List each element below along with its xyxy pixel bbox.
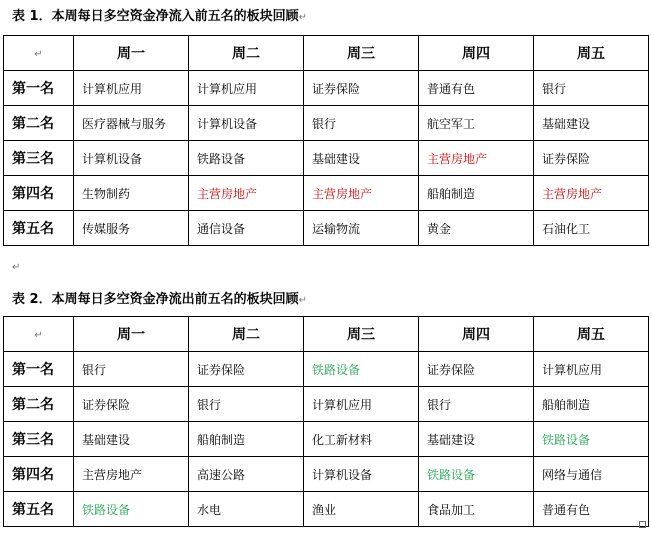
sector-cell: 计算机设备 xyxy=(304,457,419,492)
sector-cell: 医疗器械与服务 xyxy=(74,106,189,141)
corner-cell: ↵ xyxy=(4,36,74,71)
sector-cell: 银行 xyxy=(74,352,189,387)
sector-cell: 基础建设 xyxy=(534,106,649,141)
sector-cell: 普通有色 xyxy=(534,492,649,527)
sector-cell: 船舶制造 xyxy=(419,176,534,211)
highlighted-sector-cell: 主营房地产 xyxy=(189,176,304,211)
sector-cell: 化工新材料 xyxy=(304,422,419,457)
corner-cell: ↵ xyxy=(4,317,74,352)
sector-cell: 食品加工 xyxy=(419,492,534,527)
table-resize-handle-icon[interactable] xyxy=(639,521,646,528)
sector-cell: 基础建设 xyxy=(304,141,419,176)
day-header: 周五 xyxy=(534,36,649,71)
table-row xyxy=(4,422,649,457)
rank-label: 第四名 xyxy=(4,176,74,211)
sector-cell: 银行 xyxy=(304,106,419,141)
sector-cell: 船舶制造 xyxy=(534,387,649,422)
table1-caption: 表 1．本周每日多空资金净流入前五名的板块回顾↵ xyxy=(12,9,307,24)
sector-cell: 计算机应用 xyxy=(189,71,304,106)
highlighted-sector-cell: 主营房地产 xyxy=(304,176,419,211)
day-header: 周五 xyxy=(534,317,649,352)
sector-cell: 证券保险 xyxy=(534,141,649,176)
sector-cell: 航空军工 xyxy=(419,106,534,141)
sector-cell: 计算机应用 xyxy=(534,352,649,387)
inflow-table xyxy=(3,35,649,246)
sector-cell: 传媒服务 xyxy=(74,211,189,246)
sector-cell: 铁路设备 xyxy=(189,141,304,176)
sector-cell: 黄金 xyxy=(419,211,534,246)
day-header: 周二 xyxy=(189,36,304,71)
table2-caption: 表 2．本周每日多空资金净流出前五名的板块回顾↵ xyxy=(12,292,307,307)
sector-cell: 网络与通信 xyxy=(534,457,649,492)
sector-cell: 基础建设 xyxy=(74,422,189,457)
table-row xyxy=(4,352,649,387)
sector-cell: 基础建设 xyxy=(419,422,534,457)
outflow-table xyxy=(3,316,649,527)
paragraph-mark-icon: ↵ xyxy=(298,295,307,306)
sector-cell: 船舶制造 xyxy=(189,422,304,457)
day-header: 周三 xyxy=(304,317,419,352)
table-row xyxy=(4,106,649,141)
table-row xyxy=(4,211,649,246)
paragraph-mark-icon: ↵ xyxy=(12,262,21,273)
sector-cell: 计算机应用 xyxy=(304,387,419,422)
rank-label: 第二名 xyxy=(4,106,74,141)
sector-cell: 高速公路 xyxy=(189,457,304,492)
sector-cell: 生物制药 xyxy=(74,176,189,211)
rank-label: 第三名 xyxy=(4,422,74,457)
table-row xyxy=(4,141,649,176)
table-row xyxy=(4,71,649,106)
table-row xyxy=(4,387,649,422)
rank-label: 第五名 xyxy=(4,492,74,527)
sector-cell: 石油化工 xyxy=(534,211,649,246)
day-header: 周三 xyxy=(304,36,419,71)
day-header: 周四 xyxy=(419,36,534,71)
highlighted-sector-cell: 铁路设备 xyxy=(419,457,534,492)
rank-label: 第三名 xyxy=(4,141,74,176)
sector-cell: 主营房地产 xyxy=(74,457,189,492)
sector-cell: 运输物流 xyxy=(304,211,419,246)
paragraph-mark-icon: ↵ xyxy=(298,12,307,23)
table-header-row xyxy=(4,36,649,71)
sector-cell: 普通有色 xyxy=(419,71,534,106)
highlighted-sector-cell: 铁路设备 xyxy=(304,352,419,387)
day-header: 周二 xyxy=(189,317,304,352)
rank-label: 第一名 xyxy=(4,352,74,387)
highlighted-sector-cell: 主营房地产 xyxy=(419,141,534,176)
day-header: 周一 xyxy=(74,317,189,352)
sector-cell: 证券保险 xyxy=(419,352,534,387)
sector-cell: 证券保险 xyxy=(189,352,304,387)
table-row xyxy=(4,176,649,211)
highlighted-sector-cell: 主营房地产 xyxy=(534,176,649,211)
sector-cell: 通信设备 xyxy=(189,211,304,246)
rank-label: 第四名 xyxy=(4,457,74,492)
sector-cell: 证券保险 xyxy=(74,387,189,422)
rank-label: 第二名 xyxy=(4,387,74,422)
sector-cell: 银行 xyxy=(534,71,649,106)
table-header-row xyxy=(4,317,649,352)
sector-cell: 证券保险 xyxy=(304,71,419,106)
rank-label: 第一名 xyxy=(4,71,74,106)
table-row xyxy=(4,492,649,527)
sector-cell: 计算机设备 xyxy=(74,141,189,176)
sector-cell: 渔业 xyxy=(304,492,419,527)
highlighted-sector-cell: 铁路设备 xyxy=(534,422,649,457)
sector-cell: 水电 xyxy=(189,492,304,527)
sector-cell: 银行 xyxy=(189,387,304,422)
day-header: 周一 xyxy=(74,36,189,71)
sector-cell: 计算机设备 xyxy=(189,106,304,141)
day-header: 周四 xyxy=(419,317,534,352)
highlighted-sector-cell: 铁路设备 xyxy=(74,492,189,527)
rank-label: 第五名 xyxy=(4,211,74,246)
table-row xyxy=(4,457,649,492)
sector-cell: 计算机应用 xyxy=(74,71,189,106)
sector-cell: 银行 xyxy=(419,387,534,422)
